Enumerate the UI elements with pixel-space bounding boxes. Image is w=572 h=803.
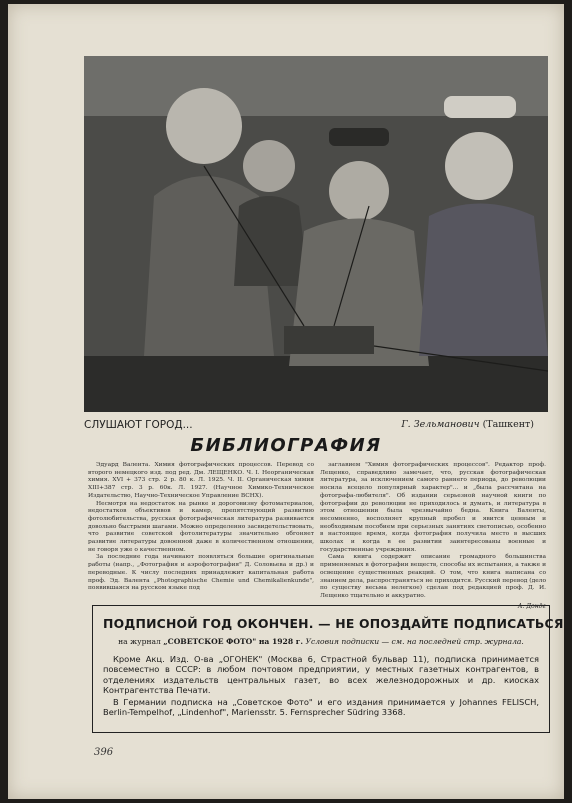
notice-paragraph: В Германии подписка на „Советское Фото" и его издания принимается у Johannes FELISCH, Berlin-Tempelhof, „Lindenhof", Mariensstr. 5. Fernsprecher Südring 3368. xyxy=(103,697,539,718)
review-column-right xyxy=(320,462,546,610)
notice-subtitle xyxy=(103,637,539,646)
photo-illustration xyxy=(84,56,548,412)
notice-paragraph: Кроме Акц. Изд. О-ва „ОГОНЕК" (Москва 6, Страстной бульвар 11), подписка принимается повсеместно в СССР: в любом почтовом предприятии, у местных газетных контрагентов, в отделениях издательств центральных газет, во всех железнодорожных и др. киосках Контрагентства Печати. xyxy=(103,654,539,695)
review-paragraph: заглавием "Химия фотографических процессов". Редактор проф. Лещенко, справедливо замечает, что, русская фотографическая литература, за исключением самого раннего периода, до революции носила всецело популярный характер"... и „была рассчитана на фотографа-любителя". Об издании серьезной научной книги по фотографии до революции не приходилось и думать, и литература в этом отношении была чрезвычайно бедна. Книга Валенты, несомненно, восполняет крупный пробел и явится ценным и необходимым пособием при серьезных занятиях светописью, особенно в настоящее время, когда фотография получила место в высших школах и когда в ее развитии заинтересованы военные и государственные учреждения. xyxy=(320,462,546,553)
review-signature: А. Донде xyxy=(517,602,546,610)
photo-place: (Ташкент) xyxy=(482,419,534,430)
photo-caption: СЛУШАЮТ ГОРОД... xyxy=(84,419,193,431)
notice-title: ПОДПИСНОЙ ГОД ОКОНЧЕН. — НЕ ОПОЗДАЙТЕ ПОДПИСАТЬСЯ xyxy=(103,616,564,631)
notice-body xyxy=(103,654,539,718)
photo-credit xyxy=(401,419,534,430)
review-column-left xyxy=(88,462,314,593)
notice-sub-prefix: на журнал xyxy=(118,637,161,646)
notice-sub-rest: Условия подписки — см. на последней стр. журнала. xyxy=(305,637,524,646)
review-paragraph: Несмотря на недостаток на рынке и дороговизну фотоматериалов, недостатков объективов и камер, препятствующий развитию фотолюбительства, русская фотографическая литература развивается довольно быстрыми шагами. Можно определенно засвидетельствовать, что развитие советской фотолитературы значительно обгоняет развитие литературы довоенной даже в количественном отношении, не говоря уже о качественном. xyxy=(88,500,314,553)
notice-sub-journal: „СОВЕТСКОЕ ФОТО" на 1928 г. xyxy=(163,637,304,646)
magazine-page xyxy=(8,4,564,799)
review-paragraph: За последние года начинают появляться большие оригинальные работы (напр., „Фотография и аэрофотография" Д. Соловьева и др.) и переводные. К числу последних принадлежит капитальная работа проф. Эд. Валента „Photographische Chemie und Chemikalienkunde", появившаяся на русском языке под xyxy=(88,554,314,592)
review-paragraph: Эдуард Валента. Химия фотографических процессов. Перевод со второго немецкого изд. под ред. Дм. ЛЕЩЕНКО. Ч. I. Неорганическая химия. XVI + 373 стр. 2 р. 80 к. Л. 1925. Ч. II. Органическая химия XIII+387 стр. 3 р. 60к. Л. 1927. (Научное Химико-Техническое Издательство, Научно-Техническое Управление ВСНХ). xyxy=(88,462,314,499)
review-paragraph: Сама книга содержит описание громадного большинства применяемых в фотографии веществ, способы их испытания, а также и освещение существенных реакций. О том, что книга написана со знанием дела, распространяться не приходится. Русский перевод (дело по существу весьма нелегкое) сделан под редакцией проф. Д. И. Лещенко тщательно и аккуратно. xyxy=(320,554,546,599)
photo-author: Г. Зельманович xyxy=(401,419,480,430)
section-heading: БИБЛИОГРАФИЯ xyxy=(190,435,382,456)
photograph-children-listening-radio xyxy=(84,56,548,412)
page-number: 396 xyxy=(94,747,114,758)
subscription-notice xyxy=(92,602,564,733)
